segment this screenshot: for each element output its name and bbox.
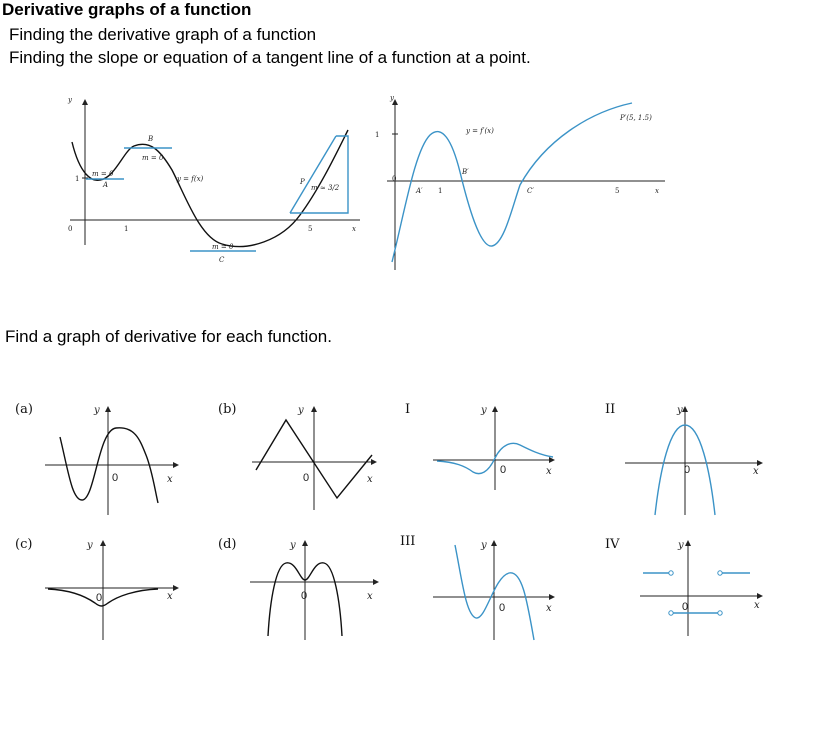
example-f-graph: [67, 96, 360, 264]
tick-y1-label: 1: [375, 131, 380, 139]
point-P-label: P: [300, 178, 305, 186]
graph-label: IV: [605, 537, 620, 552]
exercise-prompt: Find a graph of derivative for each function.: [5, 327, 332, 346]
open-endpoint: [669, 571, 673, 575]
x-axis-label: x: [367, 591, 373, 602]
point-C-label: C′: [527, 187, 534, 195]
tick-x1-label: 1: [124, 225, 129, 233]
graph-label: (a): [15, 402, 33, 417]
origin-label: 0: [392, 175, 397, 183]
y-axis-label: y: [481, 540, 487, 551]
slope-B-label: m = 0: [142, 154, 164, 162]
point-A-label: A: [103, 181, 109, 189]
origin-label: 0: [301, 590, 308, 602]
y-axis-label: y: [298, 405, 304, 416]
x-axis-label: x: [546, 603, 552, 614]
tangent-P: [290, 136, 336, 213]
point-B-label: B′: [462, 168, 469, 176]
function-curve: [72, 130, 348, 246]
y-axis-label: y: [390, 94, 394, 102]
graph-label: I: [405, 402, 411, 417]
x-axis-label: x: [167, 591, 173, 602]
y-axis-label: y: [87, 540, 93, 551]
graph-c: [15, 537, 178, 640]
origin-label: 0: [112, 472, 119, 484]
point-B-label: B: [148, 135, 154, 143]
x-axis-label: x: [352, 225, 356, 233]
y-axis-label: y: [290, 540, 296, 551]
point-C-label: C: [219, 256, 225, 264]
y-axis-label: y: [677, 405, 683, 416]
graph-d: [218, 537, 378, 640]
origin-label: 0: [684, 464, 691, 476]
y-axis-label: y: [68, 96, 72, 104]
x-axis-label: x: [753, 466, 759, 477]
x-axis-label: x: [754, 600, 760, 611]
graph-label: II: [605, 402, 616, 417]
point-P-label: P′(5, 1.5): [620, 114, 652, 122]
slope-P-label: m ≈ 3/2: [311, 184, 340, 192]
graph-label: III: [400, 534, 416, 549]
graph-a: [15, 402, 178, 515]
slope-C-label: m = 0: [212, 243, 234, 251]
derivative-curve: [392, 103, 632, 262]
origin-label: 0: [499, 602, 506, 614]
page-title: Derivative graphs of a function: [2, 0, 252, 19]
subtitle-tangent-slope: Finding the slope or equation of a tangent line of a function at a point.: [9, 48, 531, 67]
x-axis-label: x: [655, 187, 659, 195]
point-A-label: A′: [416, 187, 423, 195]
open-endpoint: [718, 571, 722, 575]
origin-label: 0: [96, 592, 103, 604]
subtitle-derivative-graph: Finding the derivative graph of a function: [9, 25, 317, 44]
graph-I: [405, 402, 554, 490]
graph-IV: [605, 537, 762, 636]
origin-label: 0: [500, 464, 507, 476]
y-axis-label: y: [481, 405, 487, 416]
curve-label: y = f′(x): [466, 127, 494, 135]
graph-II: [605, 402, 762, 515]
tick-x1-label: 1: [438, 187, 443, 195]
example-fprime-graph: [375, 94, 665, 270]
tick-x5-label: 5: [615, 187, 620, 195]
slope-A-label: m = 0: [92, 170, 114, 178]
x-axis-label: x: [546, 466, 552, 477]
graph-label: (b): [218, 402, 237, 417]
tick-y1-label: 1: [75, 175, 80, 183]
open-endpoint: [718, 611, 722, 615]
origin-label: 0: [682, 601, 689, 613]
graph-label: (d): [218, 537, 237, 552]
x-axis-label: x: [367, 474, 373, 485]
graph-III: [400, 534, 554, 640]
tick-x5-label: 5: [308, 225, 313, 233]
curve-label: y = f(x): [177, 175, 204, 183]
y-axis-label: y: [94, 405, 100, 416]
origin-label: 0: [303, 472, 310, 484]
graph-label: (c): [15, 537, 33, 552]
x-axis-label: x: [167, 474, 173, 485]
graph-b: [218, 402, 376, 510]
origin-label: 0: [68, 225, 73, 233]
open-endpoint: [669, 611, 673, 615]
y-axis-label: y: [678, 540, 684, 551]
